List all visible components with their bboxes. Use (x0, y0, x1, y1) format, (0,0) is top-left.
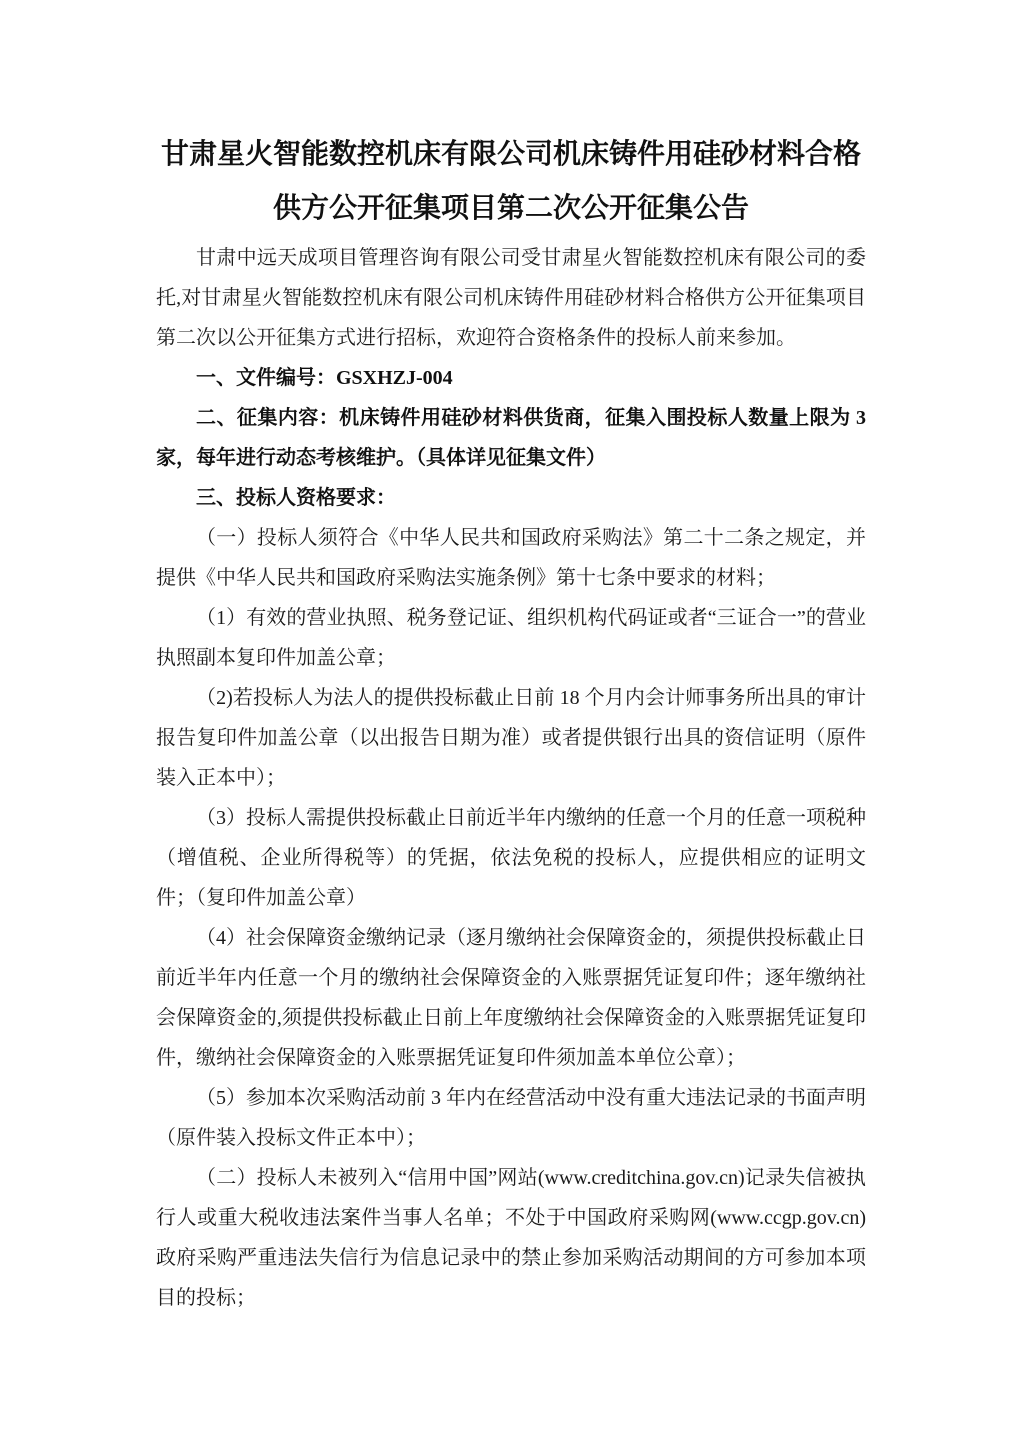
qualification-item-1-1: （1）有效的营业执照、税务登记证、组织机构代码证或者“三证合一”的营业执照副本复印件加盖公章； (156, 607, 866, 669)
qualification-item-1-4: （4）社会保障资金缴纳记录（逐月缴纳社会保障资金的，须提供投标截止日前近半年内任意一个月的缴纳社会保障资金的入账票据凭证复印件；逐年缴纳社会保障资金的,须提供投标截止日前上年度缴纳社会保障资金的入账票据凭证复印件，缴纳社会保障资金的入账票据凭证复印件须加盖本单位公章）； (156, 927, 866, 1069)
collection-content-heading: 二、征集内容：机床铸件用硅砂材料供货商，征集入围投标人数量上限为 3 家，每年进行动态考核维护。（具体详见征集文件） (156, 407, 866, 469)
document-body (156, 238, 866, 1318)
intro-paragraph: 甘肃中远天成项目管理咨询有限公司受甘肃星火智能数控机床有限公司的委托,对甘肃星火智能数控机床有限公司机床铸件用硅砂材料合格供方公开征集项目第二次以公开征集方式进行招标，欢迎符合资格条件的投标人前来参加。 (156, 247, 866, 349)
title-line-1: 甘肃星火智能数控机床有限公司机床铸件用硅砂材料合格 (160, 139, 861, 170)
qualification-item-1: （一）投标人须符合《中华人民共和国政府采购法》第二十二条之规定，并提供《中华人民共和国政府采购法实施条例》第十七条中要求的材料； (156, 527, 866, 589)
bidder-qualification-heading: 三、投标人资格要求： (196, 487, 396, 509)
qualification-item-1-5: （5）参加本次采购活动前 3 年内在经营活动中没有重大违法记录的书面声明（原件装入投标文件正本中）； (156, 1087, 866, 1149)
qualification-item-1-3: （3）投标人需提供投标截止日前近半年内缴纳的任意一个月的任意一项税种（增值税、企业所得税等）的凭据，依法免税的投标人，应提供相应的证明文件；（复印件加盖公章） (156, 807, 866, 909)
announcement-title (136, 128, 886, 236)
qualification-item-1-2: （2)若投标人为法人的提供投标截止日前 18 个月内会计师事务所出具的审计报告复印件加盖公章（以出报告日期为准）或者提供银行出具的资信证明（原件装入正本中）； (156, 687, 866, 789)
file-number-heading: 一、文件编号：GSXHZJ-004 (196, 367, 453, 389)
title-line-2: 供方公开征集项目第二次公开征集公告 (272, 193, 749, 224)
qualification-item-2: （二）投标人未被列入“信用中国”网站(www.creditchina.gov.cn)记录失信被执行人或重大税收违法案件当事人名单；不处于中国政府采购网(www.ccgp.gov.cn)政府采购严重违法失信行为信息记录中的禁止参加采购活动期间的方可参加本项目的投标； (156, 1167, 866, 1309)
